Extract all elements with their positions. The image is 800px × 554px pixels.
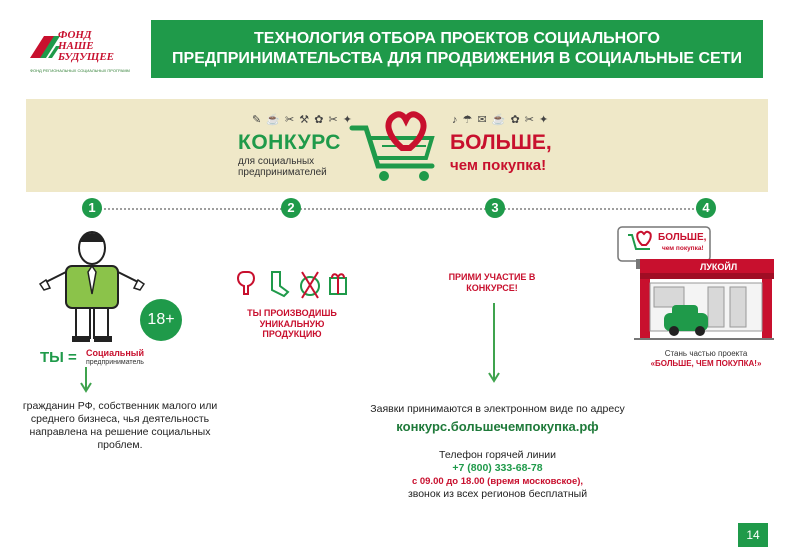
cart-heart-icon bbox=[348, 108, 444, 184]
banner-pokupka: чем покупка! bbox=[450, 157, 547, 174]
product-doodles-right-icon: ♪ ☂ ✉ ☕ ✿ ✂ ✦ bbox=[452, 114, 550, 126]
arrow-down-long-icon bbox=[487, 303, 501, 383]
hotline-free: звонок из всех регионов бесплатный bbox=[407, 488, 588, 500]
gas-station-icon bbox=[614, 225, 774, 345]
page-number: 14 bbox=[738, 523, 768, 547]
logo-text: ФОНД НАШЕ БУДУЩЕЕ bbox=[58, 29, 114, 63]
step-4-marker: 4 bbox=[696, 198, 716, 218]
arrow-down-icon bbox=[79, 367, 93, 393]
step-3-marker: 3 bbox=[485, 198, 505, 218]
steps-dotted-line bbox=[92, 208, 706, 210]
entrepreneur-description: гражданин РФ, собственник малого или среднего бизнеса, чья деятельность направлена на решение социальных проблем. bbox=[22, 400, 218, 451]
logo-tagline: ФОНД РЕГИОНАЛЬНЫХ СОЦИАЛЬНЫХ ПРОГРАММ bbox=[30, 68, 130, 73]
step-2-marker: 2 bbox=[281, 198, 301, 218]
hotline-phone[interactable]: +7 (800) 333-68-78 bbox=[452, 462, 543, 474]
hotline-label: Телефон горячей линии bbox=[439, 449, 556, 461]
step2-text: ТЫ ПРОИЗВОДИШЬ УНИКАЛЬНУЮ ПРОДУКЦИЮ bbox=[247, 308, 337, 339]
step3-text: ПРИМИ УЧАСТИЕ В КОНКУРСЕ! bbox=[448, 272, 536, 293]
banner-konkurs-sub: для социальных предпринимателей bbox=[238, 156, 327, 178]
hotline-hours: с 09.00 до 18.00 (время московское), bbox=[411, 476, 584, 487]
sign-bolshe: БОЛЬШЕ, bbox=[658, 232, 707, 243]
hotline-block bbox=[300, 449, 695, 501]
apply-text: Заявки принимаются в электронном виде по адресу bbox=[370, 403, 625, 415]
step-1-marker: 1 bbox=[82, 198, 102, 218]
banner-konkurs: КОНКУРС bbox=[238, 131, 341, 154]
station-caption: Стань частью проекта «БОЛЬШЕ, ЧЕМ ПОКУПКА!» bbox=[650, 349, 762, 368]
sign-pokupka: чем покупка! bbox=[662, 245, 704, 252]
page-title: ТЕХНОЛОГИЯ ОТБОРА ПРОЕКТОВ СОЦИАЛЬНОГО ПРЕДПРИНИМАТЕЛЬСТВА ДЛЯ ПРОДВИЖЕНИЯ В СОЦИАЛЬНЫЕ СЕТИ bbox=[172, 30, 742, 67]
you-equals: ТЫ = bbox=[40, 349, 77, 366]
banner-bolshe: БОЛЬШЕ, bbox=[450, 131, 552, 154]
product-doodles-icon: ✎ ☕ ✂ ⚒ ✿ ✂ ✦ bbox=[252, 114, 353, 126]
lukoil-brand: ЛУКОЙЛ bbox=[700, 262, 738, 272]
age-badge: 18+ bbox=[140, 299, 182, 341]
social-entrepreneur-label: Социальный предприниматель bbox=[86, 348, 144, 366]
entrepreneur-figure-icon bbox=[36, 228, 148, 344]
handmade-products-icon bbox=[234, 268, 350, 300]
contest-website-link[interactable]: конкурс.большечемпокупка.рф bbox=[396, 419, 599, 434]
page-title-bar bbox=[151, 20, 763, 78]
